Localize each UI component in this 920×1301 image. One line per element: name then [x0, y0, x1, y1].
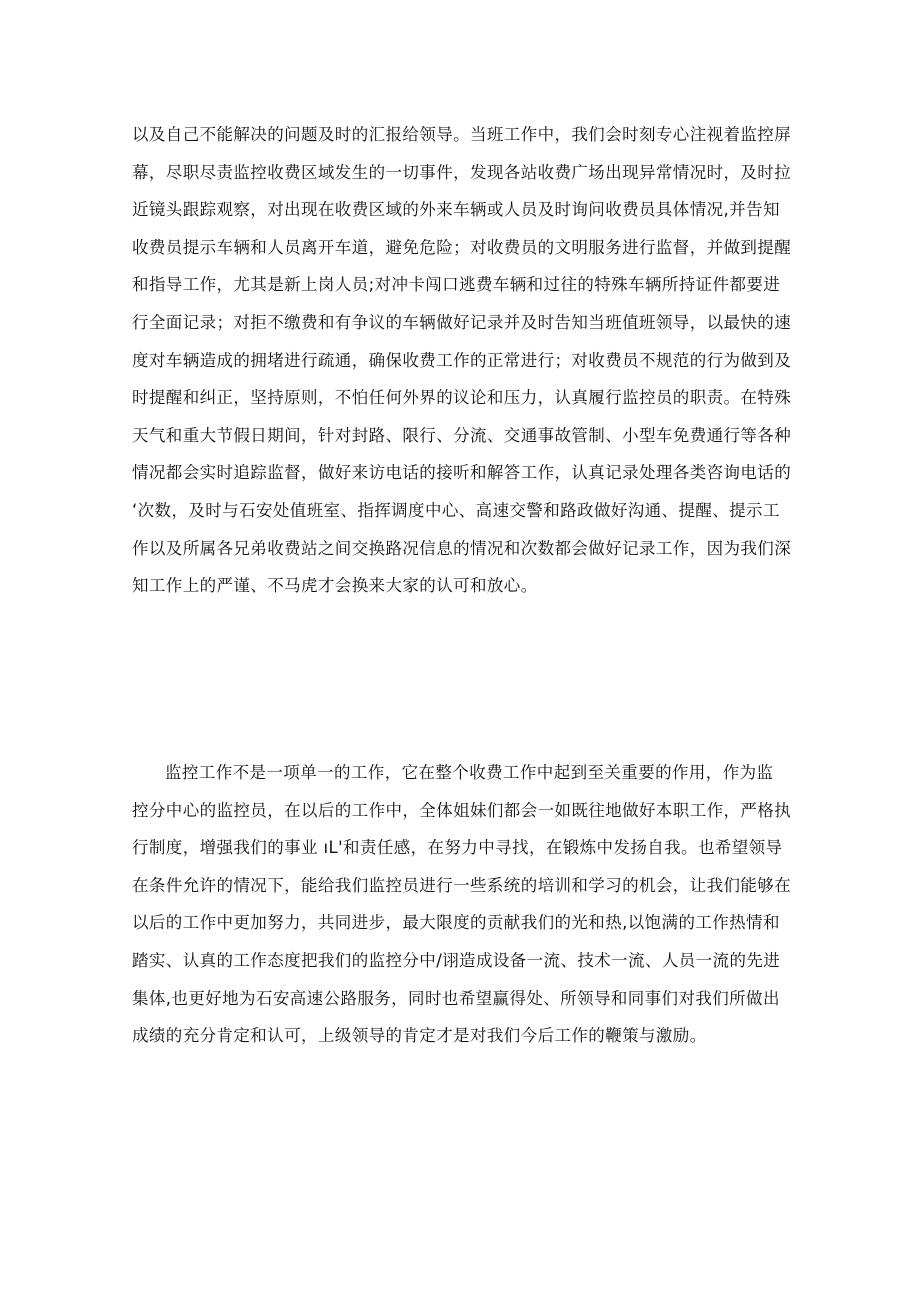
paragraph-line: 在条件允许的情况下，能给我们监控员进行一些系统的培训和学习的机会，让我们能够在 — [132, 875, 792, 895]
paragraph-line: 监控工作不是一项单一的工作，它在整个收费工作中起到至关重要的作用，作为监 — [165, 763, 774, 782]
paragraph-line: 成绩的充分肯定和认可，上级领导的肯定才是对我们今后工作的鞭策与激励。 — [132, 1026, 707, 1046]
paragraph-line: 以后的工作中更加努力，共同进步，最大限度的贡献我们的光和热,以饱满的工作热情和 — [132, 913, 780, 933]
paragraph-line: 集体,也更好地为石安高速公路服务，同时也希望赢得处、所领导和同事们对我们所做出 — [132, 988, 780, 1008]
paragraph-line: 度对车辆造成的拥堵进行疏通，确保收费工作的正常进行；对收费员不规范的行为做到及 — [132, 350, 792, 370]
paragraph-line: 时提醒和纠正，坚持原则，不怕任何外界的议论和压力，认真履行监控员的职责。在特殊 — [132, 388, 792, 408]
paragraph-line: 以及自己不能解决的问题及时的汇报给领导。当班工作中，我们会时刻专心注视着监控屏 — [132, 125, 792, 144]
paragraph-line: 幕，尽职尽责监控收费区域发生的一切事件，发现各站收费广场出现异常情况时，及时拉 — [132, 162, 792, 182]
paragraph-line: 行制度，增强我们的事业 ıL'和责任感，在努力中寻找，在锻炼中发扬自我。也希望领导 — [132, 838, 783, 858]
paragraph-line: 踏实、认真的工作态度把我们的监控分中/诩造成设备一流、技术一流、人员一流的先进 — [132, 950, 781, 970]
paragraph-line: 控分中心的监控员，在以后的工作中，全体姐妹们都会一如既往地做好本职工作，严格执 — [132, 800, 792, 820]
paragraph-line: 作以及所属各兄弟收费站之间交换路况信息的情况和次数都会做好记录工作，因为我们深 — [132, 538, 792, 558]
paragraph-line: 收费员提示车辆和人员离开车道，避免危险；对收费员的文明服务进行监督，并做到提醒 — [132, 237, 792, 257]
paragraph-line: 知工作上的严谨、不马虎才会换来大家的认可和放心。 — [132, 576, 538, 596]
paragraph-line: 和指导工作，尤其是新上岗人员;对冲卡闯口逃费车辆和过往的特殊车辆所持证件都要进 — [132, 275, 781, 295]
paragraph-1 — [132, 116, 792, 605]
paragraph-line: 情况都会实时追踪监督，做好来访电话的接听和解答工作，认真记录处理各类咨询电话的 — [132, 463, 792, 483]
paragraph-line: 天气和重大节假日期间，针对封路、限行、分流、交通事故管制、小型车免费通行等各种 — [132, 425, 792, 445]
paragraph-line: 行全面记录；对拒不缴费和有争议的车辆做好记录并及时告知当班值班领导，以最快的速 — [132, 312, 792, 332]
paragraph-2 — [132, 754, 792, 1055]
paragraph-line: ‘次数，及时与石安处值班室、指挥调度中心、高速交警和路政做好沟通、提醒、提示工 — [132, 500, 780, 520]
paragraph-line: 近镜头跟踪观察，对出现在收费区域的外来车辆或人员及时询问收费员具体情况,并告知 — [132, 200, 780, 220]
